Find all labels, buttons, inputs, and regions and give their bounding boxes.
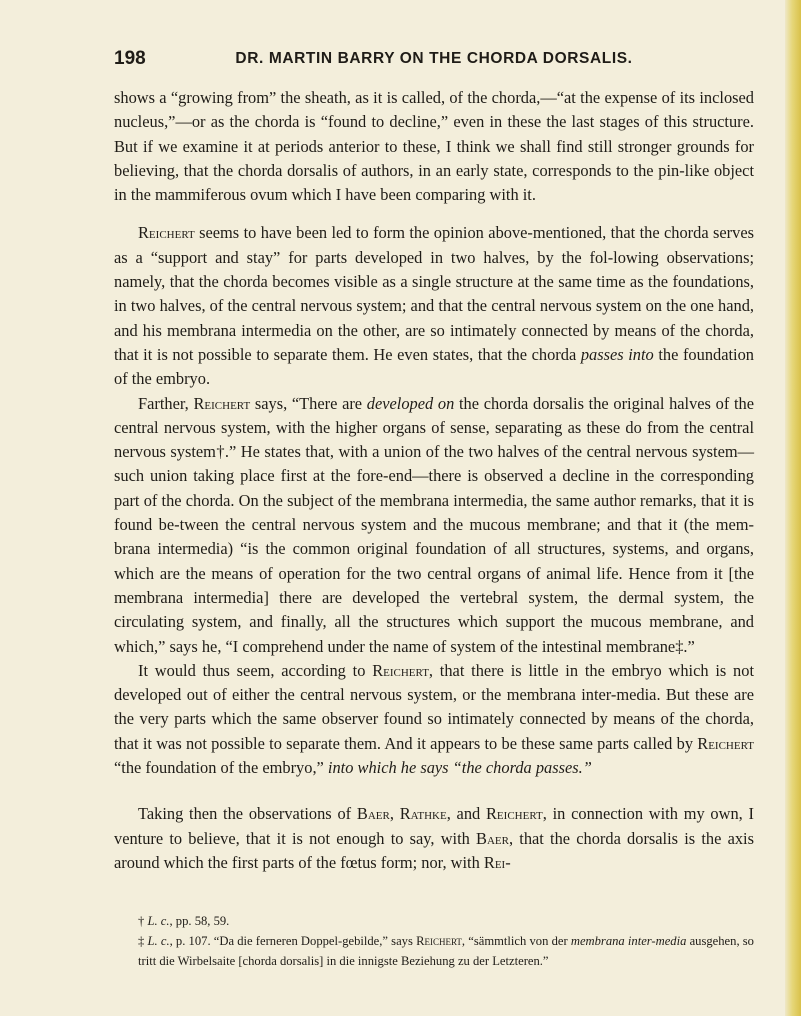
page-number: 198	[114, 48, 146, 69]
author-name: Reichert	[193, 393, 251, 413]
paragraph-3: Farther, Reichert says, “There are developed on the chorda dorsalis the original halves of the central nervous system, with the higher organs of sense, separating as these do from the central nervous system†.” He states that, with a union of the two halves of the central nervous system—such union taking place first at the fore-end—there is observed a decline in the corresponding part of the chorda. On the subject of the membrana intermedia, the same author remarks, that it is found be-tween the central nervous system and the mucous membrane; and that it (the mem-brana intermedia) “is the common original foundation of all structures, systems, and organs, which are the means of operation for the two central organs of animal life. Hence from it [the membrana intermedia] there are developed the vertebral system, the dermal system, the circulating system, and finally, all the structures which support the mucous membrane, and which,” says he, “I comprehend under the name of system of the intestinal membrane‡.”	[114, 393, 754, 656]
author-name: Reichert	[372, 660, 429, 680]
author-name: Reichert	[486, 804, 543, 824]
author-name: Baer	[476, 828, 509, 848]
author-name: Reichert	[138, 223, 195, 243]
page-edge-stain	[785, 0, 801, 1016]
author-name: Rathke	[399, 804, 447, 824]
paragraph-5: Taking then the observations of Baer, Rathke, and Reichert, in connection with my own, I venture to believe, that it is not enough to say, with Baer, that the chorda dorsalis is the axis around which the first parts of the fœtus form; nor, with Rei-	[114, 804, 754, 872]
author-name: Rei-	[483, 852, 511, 872]
author-name: Reichert	[416, 934, 462, 948]
paragraph-4: It would thus seem, according to Reichert, that there is little in the embryo which is not developed out of either the central nervous system, or the membrana inter-media. But these are the very parts which the same observer found so intimately connected by means of the chorda, that it was not possible to separate them. And it appears to be these same parts called by Reichert “the foundation of the embryo,” into which he says “the chorda passes.”	[114, 660, 754, 778]
footnotes	[114, 911, 754, 971]
body-text	[114, 86, 754, 875]
paragraph-2: Reichert seems to have been led to form the opinion above-mentioned, that the chorda serves as a “support and stay” for parts developed in two halves, by the fol-lowing observations; namely, that the chorda becomes visible as a single structure at the same time as the foundations, in two halves, of the central nervous system; and that the central nervous system on the one hand, and his membrana intermedia on the other, are so intimately connected by means of the chorda, that it is not possible to separate them. He even states, that the chorda passes into the foundation of the embryo.	[114, 223, 754, 389]
footnote-2: ‡ L. c., p. 107. “Da die ferneren Doppel-gebilde,” says Reichert, “sämmtlich von der membrana inter-media ausgehen, so tritt die Wirbelsaite [chorda dorsalis] in die innigste Beziehung zu der Letzteren.”	[138, 934, 754, 968]
author-name: Baer	[356, 804, 390, 824]
author-name: Reichert	[697, 733, 754, 753]
paragraph-1: shows a “growing from” the sheath, as it is called, of the chorda,—“at the expense of its inclosed nucleus,”—or as the chorda is “found to decline,” even in these the last stages of this structure. But if we examine it at periods anterior to these, I think we shall find still stronger grounds for believing, that the chorda dorsalis of authors, in an early state, corresponds to the pin-like object in the mammiferous ovum which I have been comparing with it.	[114, 88, 754, 205]
footnote-1: † L. c., pp. 58, 59.	[138, 914, 230, 928]
page-header	[114, 48, 754, 74]
running-head: DR. MARTIN BARRY ON THE CHORDA DORSALIS.	[235, 50, 633, 67]
